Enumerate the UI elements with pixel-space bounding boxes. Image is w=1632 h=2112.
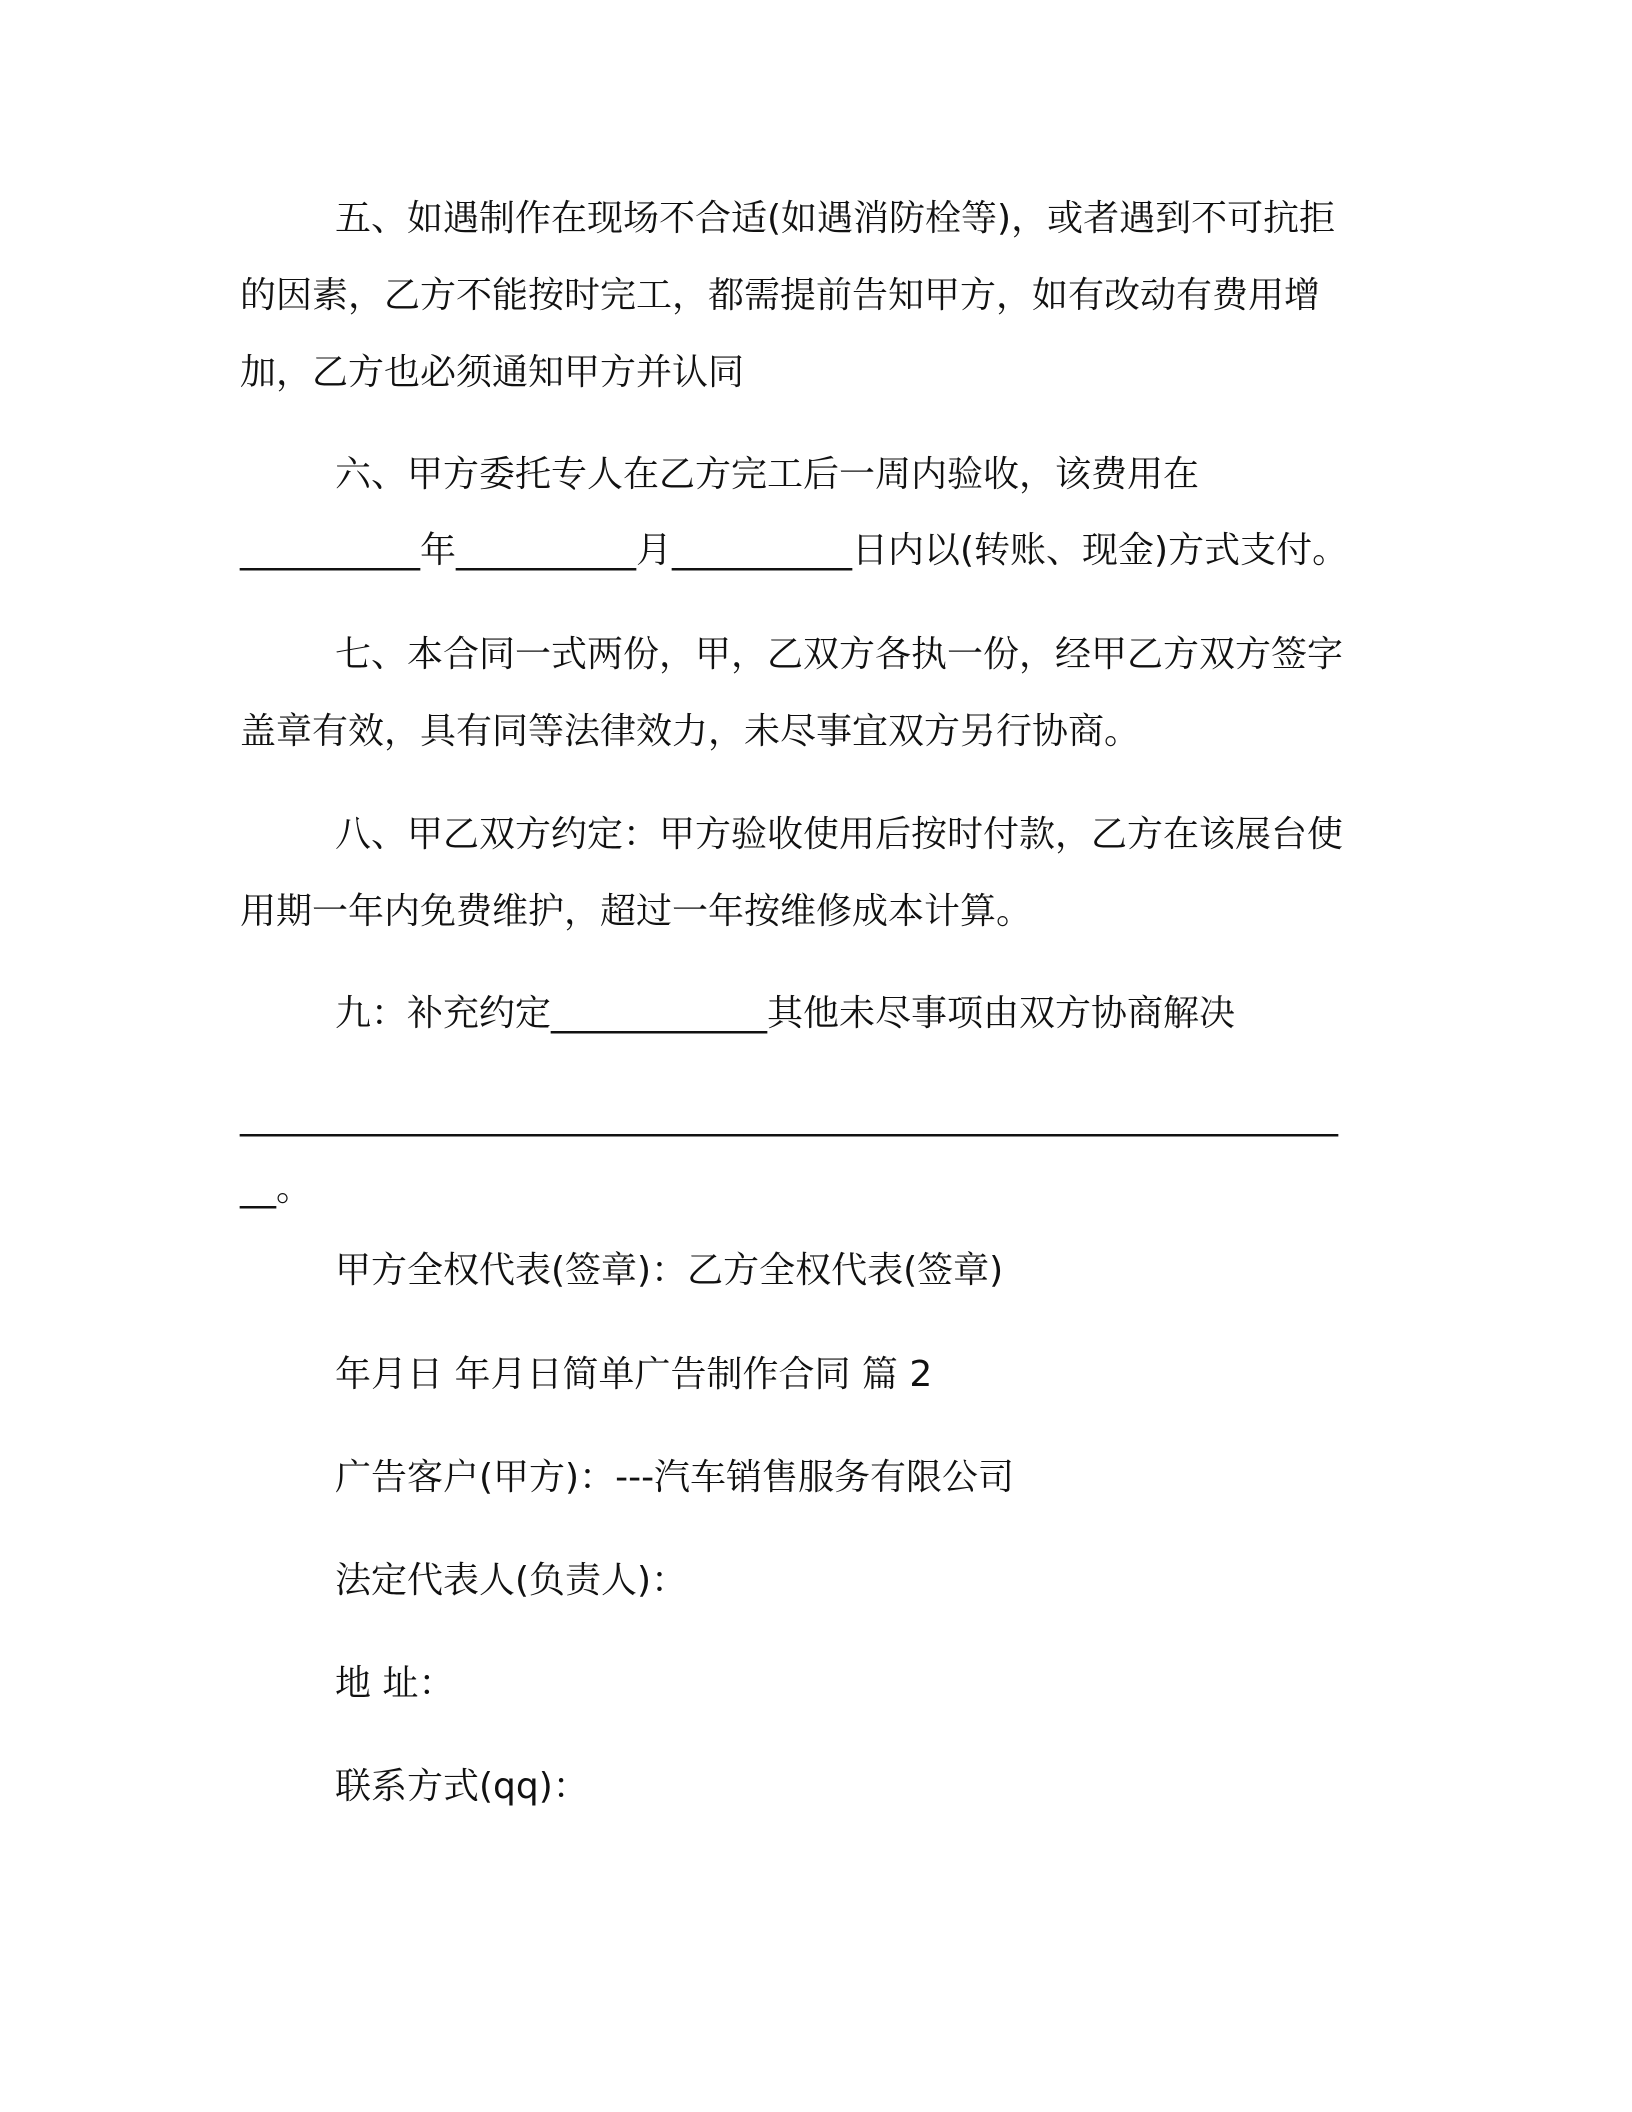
contact-line: 联系方式(qq)： [335, 1766, 589, 1807]
clause-6-line-1: 六、甲方委托专人在乙方完工后一周内验收，该费用在 [335, 454, 1200, 495]
clause-5-line-3: 加，乙方也必须通知甲方并认同 [240, 352, 745, 393]
clause-9-line-1: 九：补充约定____________其他未尽事项由双方协商解决 [335, 993, 1236, 1034]
address-line: 地 址： [335, 1663, 455, 1704]
clause-7-line-2: 盖章有效，具有同等法律效力，未尽事宜双方另行协商。 [240, 711, 1141, 752]
legal-representative-line: 法定代表人(负责人)： [335, 1560, 688, 1601]
clause-6-line-2: __________年__________月__________日内以(转账、现金)方式支付。 [240, 530, 1349, 571]
clause-5-line-2: 的因素，乙方不能按时完工，都需提前告知甲方，如有改动有费用增 [240, 275, 1321, 316]
clause-8-line-1: 八、甲乙双方约定：甲方验收使用后按时付款，乙方在该展台使 [335, 814, 1344, 855]
signature-line: 甲方全权代表(签章)：乙方全权代表(签章) [335, 1250, 1004, 1291]
clause-9-blank-line: _____________________________________________________________ [240, 1096, 1338, 1137]
clause-9-line-end: __。 [240, 1168, 313, 1209]
clause-8-line-2: 用期一年内免费维护，超过一年按维修成本计算。 [240, 891, 1033, 932]
party-a-client-line: 广告客户(甲方)：---汽车销售服务有限公司 [335, 1457, 1015, 1498]
clause-7-line-1: 七、本合同一式两份，甲，乙双方各执一份，经甲乙方双方签字 [335, 634, 1344, 675]
clause-5-line-1: 五、如遇制作在现场不合适(如遇消防栓等)，或者遇到不可抗拒 [335, 198, 1336, 239]
date-and-heading-line: 年月日 年月日简单广告制作合同 篇 2 [335, 1354, 933, 1395]
